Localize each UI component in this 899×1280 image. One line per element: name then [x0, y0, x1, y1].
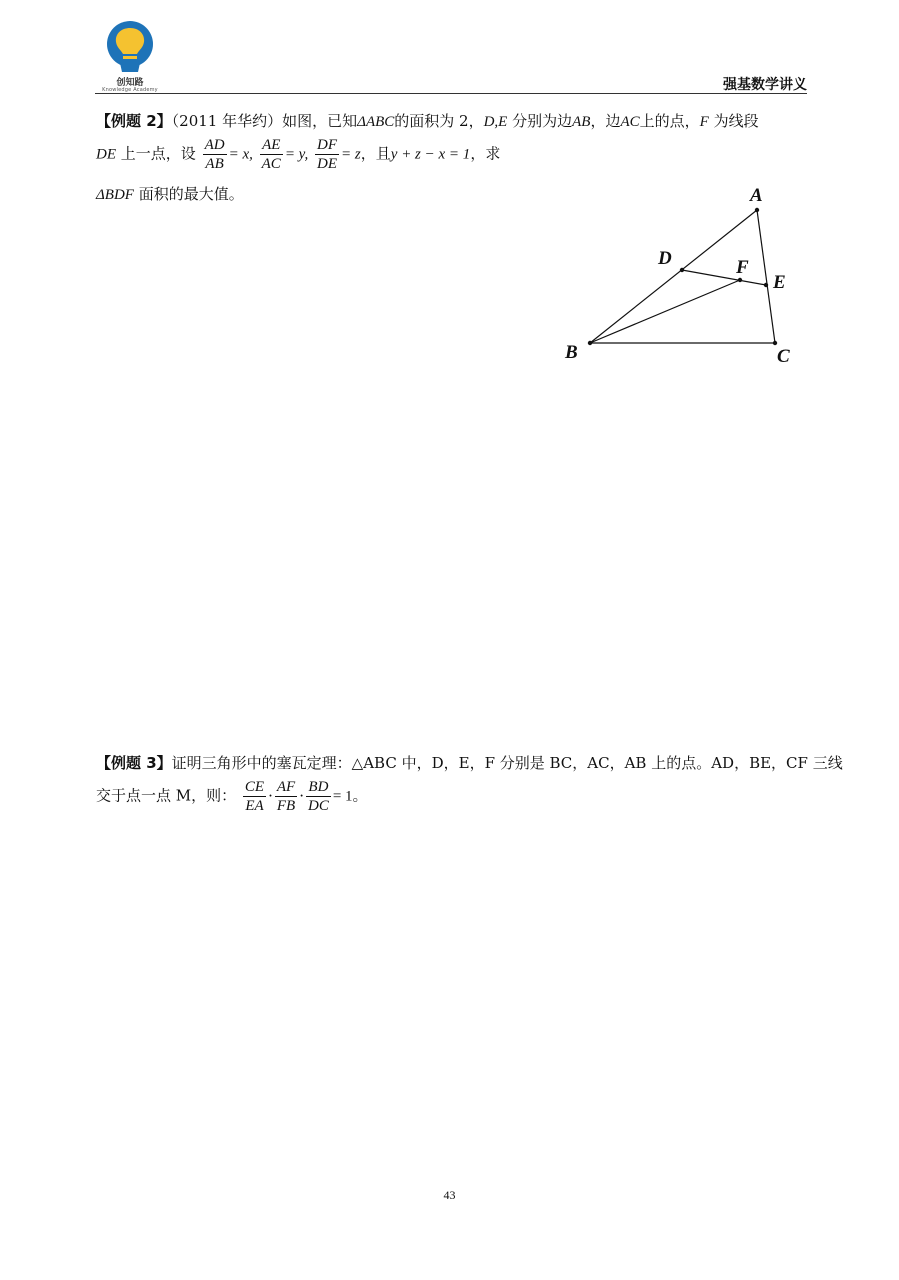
text-segment: ，且	[360, 144, 391, 163]
example2-line2	[96, 136, 500, 173]
label-b: B	[565, 342, 578, 363]
header-title: 强基数学讲义	[723, 77, 807, 93]
header-divider	[95, 93, 807, 94]
fraction-denominator: DC	[307, 798, 329, 814]
example2-line3	[96, 183, 244, 204]
math-eq-x: = x,	[228, 146, 253, 163]
point-b	[588, 341, 592, 345]
text-segment: 为线段	[713, 112, 759, 130]
fraction-denominator: FB	[276, 798, 296, 814]
text-segment: 分别为边	[512, 112, 573, 130]
fraction-ae-ac	[260, 136, 283, 173]
example3-line2	[96, 778, 368, 815]
fraction-denominator: AB	[205, 156, 224, 172]
text-segment: 交于点一点 M，则：	[96, 786, 237, 805]
point-d	[680, 268, 684, 272]
label-c: C	[777, 346, 790, 367]
point-e	[764, 283, 768, 287]
math-triangle-abc: ΔABC	[357, 114, 395, 130]
label-f: F	[736, 257, 749, 278]
math-eq-y: = y,	[284, 146, 309, 163]
logo-name: 创知路	[116, 78, 144, 88]
triangle-figure	[555, 180, 805, 370]
text-segment: 面积的最大值。	[138, 185, 244, 203]
math-points-de: D,E	[483, 114, 508, 130]
segment-bf	[590, 280, 740, 343]
fraction-denominator: AC	[261, 156, 281, 172]
math-f: F	[699, 114, 709, 130]
fraction-af-fb	[275, 778, 297, 815]
fraction-numerator: AE	[260, 136, 283, 155]
example2-source: （2011 年华约）	[171, 112, 283, 130]
lightbulb-logo-icon	[98, 20, 162, 76]
fraction-bd-dc	[306, 778, 331, 815]
text-segment: 证明三角形中的塞瓦定理：△ABC 中，D，E，F 分别是 BC，AC，AB 上的点。AD，BE，CF 三线	[171, 754, 843, 772]
point-a	[755, 208, 759, 212]
fraction-df-de	[315, 136, 339, 173]
math-ac: AC	[620, 114, 640, 130]
math-triangle-bdf: ΔBDF	[96, 187, 134, 203]
example2-label: 【例题 2】	[96, 112, 172, 130]
text-segment: ，求	[470, 144, 501, 163]
fraction-numerator: CE	[244, 779, 265, 795]
segment-de	[682, 270, 766, 285]
fraction-numerator: AF	[276, 779, 296, 795]
fraction-numerator: AD	[204, 137, 225, 153]
fraction-denominator: DE	[317, 156, 338, 172]
math-eq-z: = z	[341, 146, 361, 163]
label-d: D	[658, 248, 672, 269]
point-c	[773, 341, 777, 345]
point-f	[738, 278, 742, 282]
math-de: DE	[96, 146, 116, 163]
fraction-numerator: DF	[317, 137, 338, 153]
label-e: E	[773, 272, 786, 293]
fraction-ce-ea	[243, 778, 266, 815]
math-dot: ·	[268, 786, 273, 805]
page-number: 43	[443, 1188, 456, 1202]
text-segment: 。	[352, 786, 368, 805]
text-segment: 的面积为 2，	[394, 112, 484, 130]
math-ab: AB	[572, 114, 591, 130]
example3-label: 【例题 3】	[96, 754, 172, 772]
example2-line1	[96, 110, 759, 131]
fraction-ad-ab	[203, 136, 227, 173]
math-dot: ·	[299, 786, 304, 805]
logo-subtitle: Knowledge Academy	[102, 87, 158, 93]
text-segment: 上一点，设	[120, 144, 196, 163]
math-equals-one: = 1	[332, 788, 353, 805]
logo	[98, 20, 162, 96]
triangle-diagram	[555, 180, 805, 370]
fraction-denominator: EA	[245, 798, 264, 814]
text-segment: ，边	[590, 112, 621, 130]
label-a: A	[750, 185, 763, 206]
example3-line1	[96, 752, 843, 773]
math-condition: y + z − x = 1	[390, 146, 471, 163]
text-segment: 上的点，	[639, 112, 700, 130]
fraction-numerator: BD	[306, 778, 331, 797]
segment-ab	[590, 210, 757, 343]
text-segment: 如图，已知	[282, 112, 358, 130]
